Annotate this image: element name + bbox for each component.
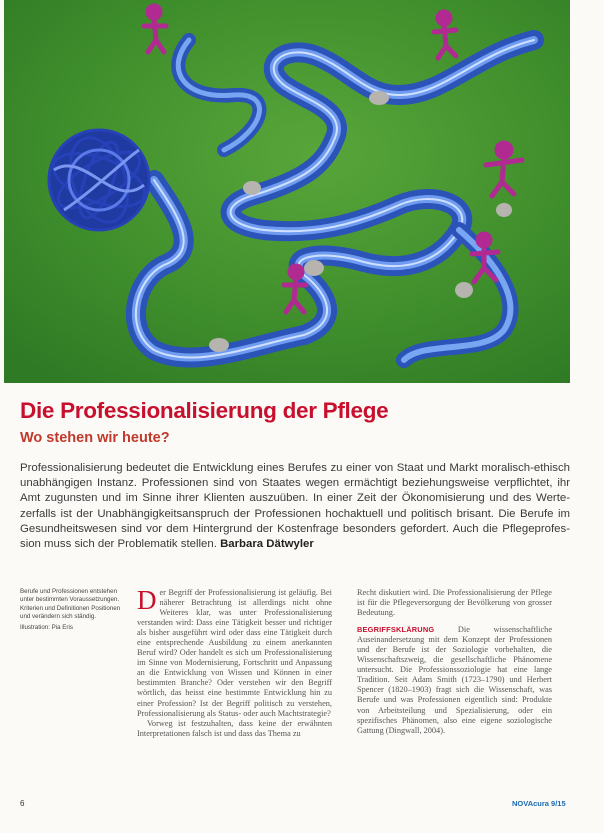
article-lead — [20, 461, 570, 552]
image-caption — [20, 588, 132, 632]
article-subheadline: Wo stehen wir heute? — [20, 430, 170, 446]
illustration-credit: Illustration: Pia Eris — [20, 623, 73, 631]
paragraph-text: er Begriff der Professionalisierung ist geläufig. Bei näherer Betrachtung ist allerdings nicht ohne Weiteres klar, was unter Professionalisierung verstanden wird: Dass eine Tätigkeit besser und richtiger als bisher ausgeführt wird oder dass eine Tätigkeit durch eine entsprechende Ausbildung zu einem anerkannten Beruf wird? Oder handelt es sich um Professionalisierung im Sinne von Modernisierung, Fortschritt und Anpassung an die Entwicklung von Wissen und Können in einer bestimmten Branche? Oder verstehen wir den Begriff wörtlich, das heisst eine bestimmte Entwicklung hin zu einer Profession? Ist der Begriff politisch zu verstehen, Professionalisierung als Status- oder auch Machtstrategie? — [137, 588, 332, 718]
magazine-issue: NOVAcura 9/15 — [512, 799, 566, 808]
body-paragraph: Recht diskutiert wird. Die Professionalisierung der Pflege ist für die Pflegeversorgung der Bevölkerung von grosser Bedeutung. — [357, 588, 552, 618]
section-label: BEGRIFFSKLÄRUNG — [357, 625, 435, 635]
article-headline: Die Professionalisierung der Pflege — [20, 398, 389, 423]
body-column-1 — [137, 585, 332, 739]
section-paragraph — [357, 625, 552, 736]
hero-illustration — [4, 0, 570, 383]
body-paragraph: Vorweg ist festzuhalten, dass keine der erwähnten Interpretationen falsch ist und dass das Thema zu — [137, 718, 332, 738]
lead-text: Professionalisierung bedeutet die Entwicklung eines Berufes zu einer von Staat und Markt moralisch-ethisch unabhängigen Instanz. Professionen sind von Staates wegen ermächtigt beziehungsweise verpflichtet, ihr Amt zugunsten und im Sinne ihrer Klienten auszuüben. In einer Zeit der Ökonomisierung und des Werte-zerfalls ist der Unabhängigkeitsanspruch der Professionen hochaktuell und politisch brisant. Die Berufe im Gesundheitswesen sind vor dem Hintergrund der Kostenfrage besonders gefordert. Auch die Pflegeprofes-sion muss sich der Problematik stellen. — [20, 462, 570, 551]
author-name: Barbara Dätwyler — [220, 538, 314, 551]
body-column-2 — [357, 588, 552, 736]
drop-cap: D — [137, 585, 157, 615]
body-paragraph — [137, 585, 332, 719]
section-text: Die wissenschaftliche Auseinandersetzung mit dem Konzept der Professionen und der Berufe ist der Soziologie vorbehalten, die Wissenschaftszweig, die gesellschaftliche Phänomene untersucht. Die Professionssoziologie hat eine lange Tradition. Seit Adam Smith (1723–1790) und Herbert Spencer (1820–1903) fragt sich die Wissenschaft, was Berufe und was Professionen eigentlich sind: Produkte von Arbeitsteilung und Spezialisierung, oder ein spezifisches Phänomen, also eine eigene soziologische Gattung (Dingwall, 2004). — [357, 625, 553, 735]
page-number: 6 — [20, 799, 25, 808]
caption-text: Berufe und Professionen entstehen unter bestimmten Voraussetzungen. Kriterien und Definitionen Positionen und verändern sich ständig. — [20, 588, 121, 621]
